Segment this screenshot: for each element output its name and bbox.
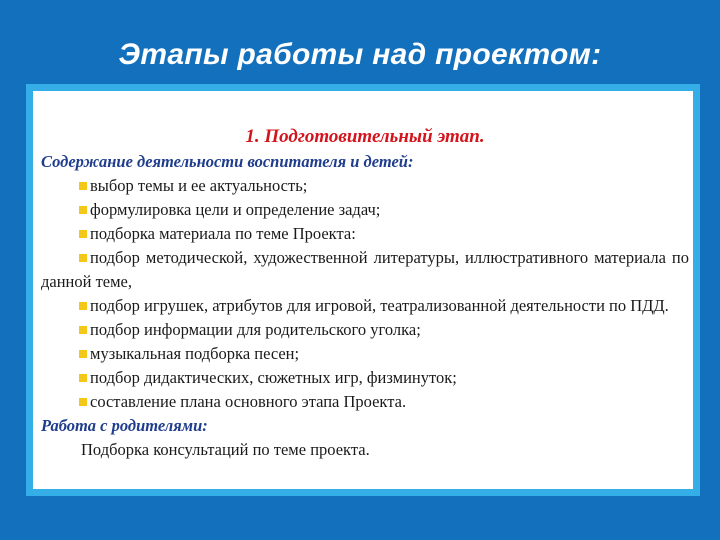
content-panel bbox=[26, 84, 700, 496]
bullet-icon bbox=[79, 254, 87, 262]
list-item-text: выбор темы и ее актуальность; bbox=[90, 176, 308, 195]
list-item bbox=[41, 342, 689, 366]
bullet-icon bbox=[79, 206, 87, 214]
stage-title: 1. Подготовительный этап. bbox=[245, 126, 485, 147]
list-item bbox=[41, 246, 689, 294]
list-item bbox=[41, 390, 689, 414]
bullet-icon bbox=[79, 182, 87, 190]
list-item-text: подбор методической, художественной литературы, иллюстративного материала по данной теме, bbox=[41, 248, 689, 291]
bullet-icon bbox=[79, 302, 87, 310]
bullet-icon bbox=[79, 374, 87, 382]
slide-title: Этапы работы над проектом: bbox=[118, 38, 602, 71]
list-item bbox=[41, 294, 689, 318]
bullet-icon bbox=[79, 350, 87, 358]
list-item-text: подборка материала по теме Проекта: bbox=[90, 224, 356, 243]
list-item-text: формулировка цели и определение задач; bbox=[90, 200, 381, 219]
list-item bbox=[41, 198, 689, 222]
content-heading: Содержание деятельности воспитателя и детей: bbox=[41, 152, 414, 171]
list-item-text: подбор игрушек, атрибутов для игровой, театрализованной деятельности по ПДД. bbox=[90, 296, 669, 315]
list-item-text: подбор дидактических, сюжетных игр, физминуток; bbox=[90, 368, 457, 387]
bullet-icon bbox=[79, 230, 87, 238]
list-item-text: составление плана основного этапа Проекта. bbox=[90, 392, 407, 411]
parents-text: Подборка консультаций по теме проекта. bbox=[81, 440, 370, 459]
list-item-text: музыкальная подборка песен; bbox=[90, 344, 300, 363]
bullet-icon bbox=[79, 398, 87, 406]
list-item bbox=[41, 222, 689, 246]
list-item bbox=[41, 318, 689, 342]
parents-heading: Работа с родителями: bbox=[41, 416, 208, 435]
panel-content bbox=[41, 124, 689, 462]
list-item bbox=[41, 174, 689, 198]
list-item bbox=[41, 366, 689, 390]
bullet-icon bbox=[79, 326, 87, 334]
list-item-text: подбор информации для родительского уголка; bbox=[90, 320, 421, 339]
